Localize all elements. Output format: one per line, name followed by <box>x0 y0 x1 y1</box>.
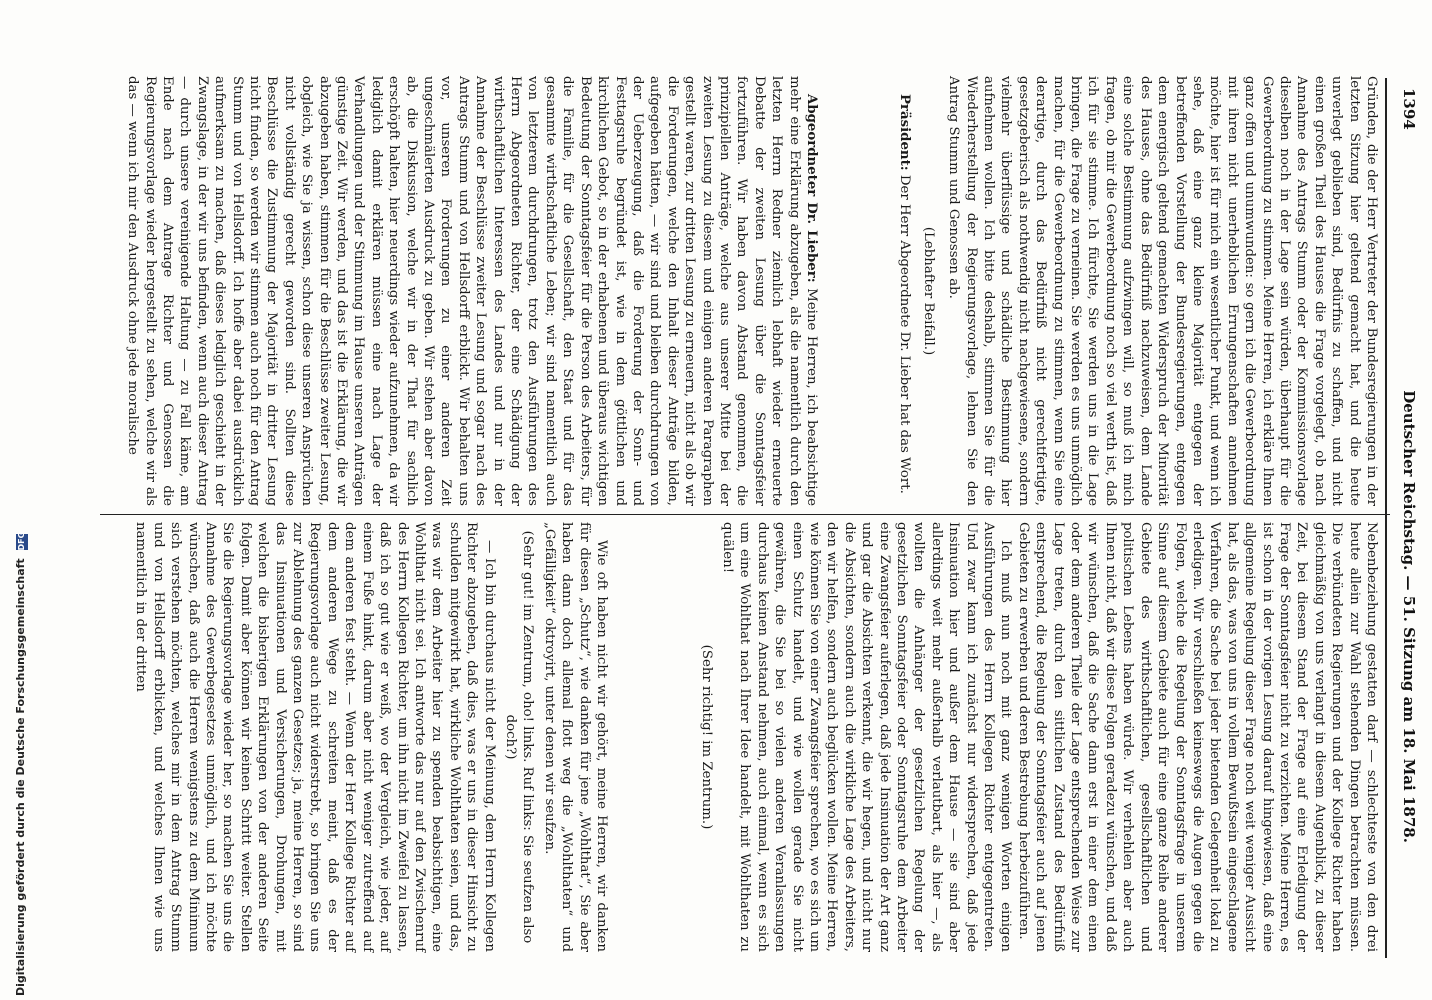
column-2 <box>124 76 820 506</box>
applause-note: (Lebhafter Beifall.) <box>920 226 936 356</box>
page-number: 1394 <box>1400 88 1418 130</box>
paragraph: Gründen, die der Herr Vertreter der Bundesregierungen in der letzten Sitzung hier geltend gemacht hat, und die heute unverlegt geblieben sind, Bedürfnis zu schaffen, und nicht einen großen Theil des Hauses die Frage vorgelegt, ob nach Annahme des Antrags Stumm oder der Kommissionsvorlage dieselben noch in der Lage sein würden, überhaupt für die Gewerbeordnung zu stimmen. Meine Herren, ich erkläre Ihnen ganz offen und unumwunden: so gern ich die Gewerbeordnung mit ihren nicht unerheblichen Errungenschaften annehmen möchte, hier ist für mich ein wesentlicher Punkt, und wenn ich sehe, daß eine ganz kleine Majorität entgegen der betreffenden Vorstellung der Bundesregierungen, entgegen dem energisch geltend gemachten Widerspruch der Minorität des Hauses, ohne das Bedürfniß nachzuweisen, dem Lande eine solche Bestimmung aufzwingen will, so muß ich mich fragen, ob mir die Gewerbeordnung noch so viel werth ist, daß ich für sie stimme. Ich fürchte, Sie werden uns in die Lage bringen, die Frage zu verneinen. Sie werden es uns unmöglich machen, für die Gewerbeordnung zu stimmen, wenn Sie eine derartige, durch das Bedürfniß nicht gerechtfertigte, gesetzgeberisch als nothwendig nicht nachgewiesene, sondern vielmehr überflüssige und schädliche Bestimmung hier aufnehmen wollen. Ich bitte deshalb, stimmen Sie für die Wiederherstellung der Regierungsvorlage, lehnen Sie den Antrag Stumm und Genossen ab. <box>946 76 1379 506</box>
dfg-logo-icon: DFG <box>17 531 26 551</box>
president-label: Präsident: <box>897 94 913 171</box>
speaker-text: Meine Herren, ich beabsichtige mehr eine Erklärung abzugeben, als die namentlich durch den letzten Herrn Redner ziemlich lebhaft wieder erneuerte Debatte der zweiten Lesung über die Sonntagsfeier fortzuführen. Wir haben davon Abstand genommen, die prinzipiellen Anträge, welche aus unserer Mitte bei der zweiten Lesung zu diesem und einigen anderen Paragraphen gestellt waren, zur dritten Lesung zu erneuern, nicht als ob wir die Forderungen, welche den Inhalt dieser Anträge bilden, aufgegeben hätten, — wir sind und bleiben durchdrungen von der Ueberzeugung, daß die Forderung der Sonn- und Festtagsruhe begründet ist, wie in dem göttlichen und kirchlichen Gebot, so in der erhabenen und überaus wichtigen Bedeutung der Sonntagsfeier für die Person des Arbeiters, für die Familie, für die Gesellschaft, den Staat und für das gesammte wirthschaftliche Leben; wir sind namentlich auch von letzterem durchdrungen, trotz den Ausführungen des Herrn Abgeordneten Richter, der eine Schädigung der wirthschaftlichen Interessen des Landes und nur in der Annahme der Beschlüsse zweiter Lesung und sogar nach des Antrags Stumm und von Hellsdorff erblickt. Wir behalten uns vor, unseren Forderungen zu einer anderen Zeit ungeschmälerten Ausdruck zu geben. Wir stehen aber davon ab, die Diskussion, welche wir in der That für sachlich erschöpft halten, hier neuerdings wieder aufzunehmen, da wir lediglich damit erklären müssen eine nach Lage der Verhandlungen und der Stimmung im Hause unseren Anträgen günstige Zeit. Wir werden, und das ist die Erklärung, die wir abzugeben haben, stimmen für die Beschlüsse zweiter Lesung, obgleich, wie Sie ja wissen, schon diese unseren Ansprüchen nicht vollständig gerecht geworden sind. Sollten diese Beschlüsse die Zustimmung der Majorität in dritter Lesung nicht finden, so werden wir stimmen auch noch für den Antrag Stumm und von Hellsdorff. Ich hoffe aber dabei ausdrücklich aufmerksam zu machen, daß dieses lediglich geschieht in der Zwangslage, in der wir uns befinden, wenn auch dieser Antrag — durch unsere vereinigende Haltung — zu Fall käme, am Ende nach dem Antrage Richter und Genossen die Regierungsvorlage wieder hergestellt zu sehen, welche wir als das — wenn ich mir den Ausdruck ohne jede moralische <box>125 76 819 506</box>
digitization-footer <box>14 531 28 996</box>
paragraph: Wie oft haben nicht wir gehört, meine Herren, wir danken für diesen „Schutz“, wie danken für jene „Wohlthat“, Sie aber haben dann doch allemal flott weg die „Wohlthaten“ und „Gefälligkeit“ oktroyirt, unter denen wir seufzen. <box>541 522 609 952</box>
paragraph: — Ich bin durchaus nicht der Meinung, dem Herrn Kollegen Richter abzugeben, daß dies, was er uns in dieser Hinsicht zu schulden mitgewirkt hat, wirkliche Wohlthaten seien, und das, was wir dem Arbeiter hier zu spenden beabsichtigen, eine Wohlthat nicht sei. Ich antworte das nur auf den Zwischenruf des Herrn Kollegen Richter, um ihn nicht im Zweifel zu lassen, daß ich so gut wie er weiß, wo der Vergleich, wie jeder, auf einem Fuße hinkt, darum aber nicht weniger zutreffend auf dem anderen fest steht. — Wenn der Herr Kollege Richter auf dem anderen Wege zu schreiten meint, daß es der Regierungsvorlage auch nicht widerstrebt, so bringen Sie uns zur Ablehnung des ganzen Gesetzes; ja, meine Herren, so sind das Insinuationen und Versicherungen, Drohungen, mit welchen die bisherigen Erklärungen von der anderen Seite folgen. Damit aber können wir keinen Schritt weiter. Stellen Sie die Regierungsvorlage wieder her, so machen Sie uns die Annahme des Gewerbegesetzes unmöglich, und ich möchte wünschen, daß auch die Herren wenigstens zu dem Minimum sich verstehen möchten, welches mir in dem Antrag Stumm und von Hellsdorff erblicken, und welches Ihnen wie uns namentlich in der dritten <box>133 522 497 952</box>
column-divider-horizontal <box>100 514 1390 515</box>
speaker-label: Abgeordneter Dr. Lieber: <box>804 94 819 283</box>
header-title: Deutscher Reichstag. — 51. Sitzung am 18. Mai 1878. <box>1400 390 1418 843</box>
reaction-note: (Sehr richtig! im Zentrum.) <box>698 644 714 830</box>
footer-text: Digitalisierung gefördert durch die Deutsche Forschungsgemeinschaft <box>14 558 27 996</box>
column-3 <box>697 522 1380 952</box>
president-text: Der Herr Abgeordnete Dr. Lieber hat das Wort. <box>897 174 913 494</box>
reaction-note: (Sehr gut! im Zentrum, oho! links. Ruf links: Sie seufzen also doch?) <box>502 530 536 944</box>
page-header <box>1400 88 1418 988</box>
paragraph: Ich muß nun noch mit ganz wenigen Worten einigen Ausführungen des Herrn Kollegen Richter entgegentreten. Und zwar kann ich zunächst nur widersprechen, daß jede Insinuation hier und außer dem Hause — sie sind aber allerdings weit mehr außerhalb verlautbart, als hier —, als wollten die Anhänger der gesetzlichen Regelung der gesetzlichen Sonntagsfeier oder Sonntagsruhe dem Arbeiter eine Zwangsfeier auferlegen, daß jede Insinuation der Art ganz und gar die Absichten verkennt, die wir hegen, und nicht nur die Absichten, sondern auch die wirkliche Lage des Arbeiters, den wir helfen, sondern auch beglücken wollen. Meine Herren, wie können Sie von einer Zwangsfeier sprechen, wo es sich um einen Schutz handelt, und wie wollen gerade Sie nicht gewähren, die Sie bei so vielen anderen Veranlassungen durchaus keinen Anstand nehmen, auch einmal, wenn es sich um eine Wohlthat nach Ihrer Idee handelt, mit Wohlthaten zu quälen! <box>719 522 1014 952</box>
paragraph <box>124 76 820 506</box>
president-line <box>896 76 913 506</box>
paragraph: Nebenbeziehung gestatten darf — schlechteste von den drei heute allein zur Wahl stehenden Dingen betrachten müssen. Die verbündeten Regierungen und der Kollege Richter haben gleichmäßig von uns verlangt in diesem Augenblick, zu dieser Zeit, bei diesem Stand der Frage auf eine Erledigung der Frage der Sonntagsfeier nicht zu verzichten. Meine Herren, es ist schon in der vorigen Lesung darauf hingewiesen, daß eine allgemeine Regelung dieser Frage noch weit weniger Aussicht hat, als das, was von uns in vollem Bewußtsein eingeschlagene Verfahren, die Sache bei jeder bietenden Gelegenheit lokal zu erledigen. Wir verschließen keineswegs die Augen gegen die Folgen, welche die Regelung der Sonntagsfrage in unserem Sinne auf diesem Gebiete auch für eine ganze Reihe anderer Gebiete des wirthschaftlichen, gesellschaftlichen und politischen Lebens haben würde. Wir verhehlen aber auch Ihnen nicht, daß wir diese Folgen geradezu wünschen, und daß wir wünschen, daß die Sache dann erst in einer dem einen oder dem anderen Theile der Lage entsprechenden Weise zur Lage treten, durch den sittlichen Zustand des Bedürfniß entsprechend, die Regelung der Sonntagsfeier auch auf jenen Gebieten zu erwerben und deren Bestrebung herbeizuführen. <box>1015 522 1379 952</box>
column-4 <box>132 522 610 952</box>
header-rule <box>1385 78 1387 958</box>
column-1 <box>896 76 1380 506</box>
